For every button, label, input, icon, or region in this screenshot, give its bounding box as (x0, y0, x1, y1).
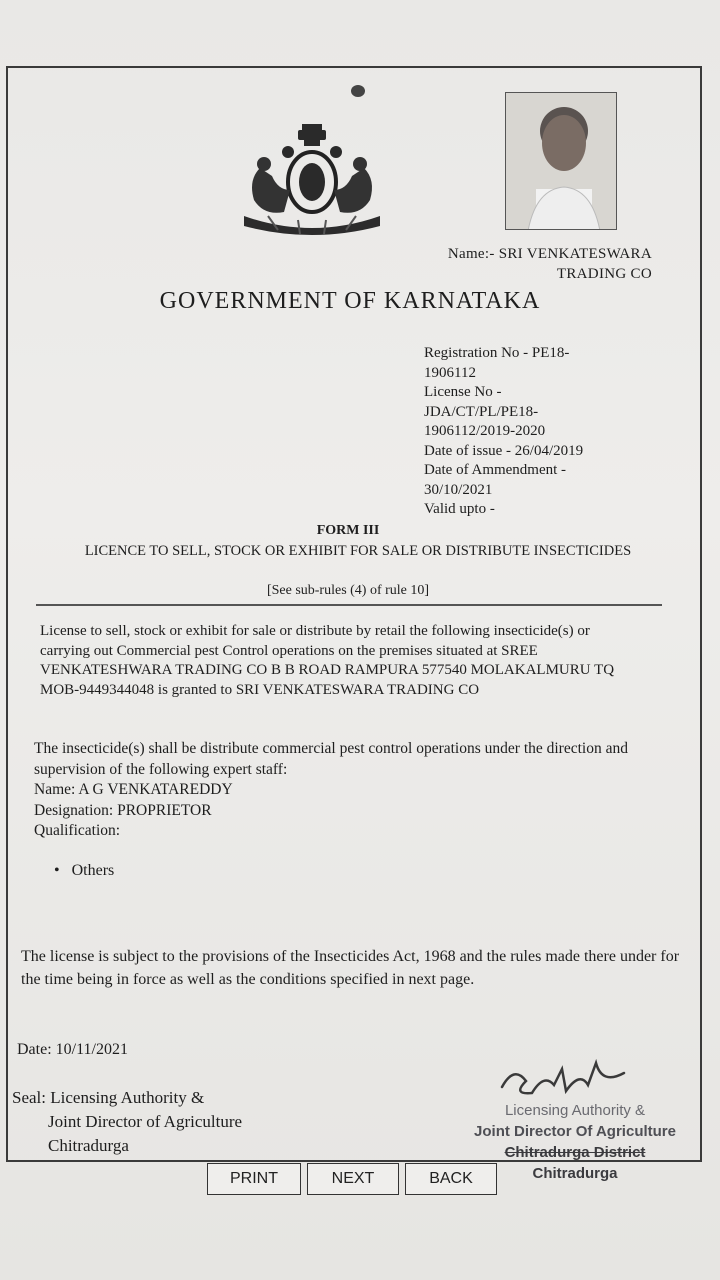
action-buttons (207, 1163, 497, 1197)
reg-line: Valid upto - (424, 501, 495, 517)
reg-line: License No - (424, 384, 502, 400)
registration-details (424, 344, 624, 520)
signature-icon (492, 1055, 642, 1105)
pin-hole (351, 85, 365, 97)
applicant-photo (505, 92, 617, 230)
seal-block (12, 1086, 242, 1158)
license-conditions-paragraph: The license is subject to the provisions of the Insecticides Act, 1968 and the rules made there under for the time being in force as well as the conditions specified in next page. (21, 948, 680, 988)
karnataka-emblem-icon (238, 120, 386, 238)
issue-date: Date: 10/11/2021 (17, 1041, 128, 1058)
reg-line: Date of Ammendment - (424, 462, 567, 478)
form-subtitle: LICENCE TO SELL, STOCK OR EXHIBIT FOR SALE OR DISTRIBUTE INSECTICIDES (84, 543, 632, 559)
expert-intro: The insecticide(s) shall be distribute commercial pest control operations under the direction and supervision of the following expert staff: (34, 740, 628, 778)
reg-line: 1906112 (424, 364, 476, 381)
reg-line: Registration No - PE18- (424, 345, 570, 361)
name-line-2: TRADING CO (556, 266, 652, 282)
seal-line-1: Seal: Licensing Authority & (12, 1088, 205, 1107)
divider (36, 604, 662, 606)
stamp-line-3: Chitradurga District (504, 1144, 646, 1161)
licensee-name (352, 244, 652, 284)
qualification-item: • Others (54, 862, 114, 880)
expert-name: Name: A G VENKATAREDDY (34, 781, 233, 798)
form-rule: [See sub-rules (4) of rule 10] (266, 583, 430, 598)
license-grant-paragraph: License to sell, stock or exhibit for sale or distribute by retail the following insecticide(s) or carrying out Commercial pest Control operations on the premises situated at SREE VENKATESHWARA TRADING CO B B ROAD RAMPURA 577540 MOLAKALMURU TQ MOB-9449344048 is granted to SRI VENKATESWARA TRADING CO (40, 623, 615, 698)
expert-qualification: Qualification: (34, 822, 121, 839)
reg-line: JDA/CT/PL/PE18- (424, 403, 539, 420)
stamp-line-4: Chitradurga (532, 1165, 618, 1182)
expert-designation: Designation: PROPRIETOR (34, 801, 212, 819)
government-title: GOVERNMENT OF KARNATAKA (159, 288, 541, 314)
expert-staff-section (34, 739, 654, 842)
seal-line-2: Joint Director of Agriculture (48, 1112, 243, 1131)
reg-line: 30/10/2021 (424, 481, 493, 498)
reg-line: Date of issue - 26/04/2019 (424, 442, 584, 459)
name-line-1: Name:- SRI VENKATESWARA (447, 246, 652, 262)
stamp-line-1: Licensing Authority & (504, 1102, 646, 1119)
print-button[interactable]: PRINT (207, 1163, 301, 1195)
reg-line: 1906112/2019-2020 (424, 423, 546, 439)
stamp-line-2: Joint Director Of Agriculture (474, 1123, 676, 1140)
back-button[interactable]: BACK (405, 1163, 497, 1195)
next-button[interactable]: NEXT (307, 1163, 399, 1195)
seal-line-3: Chitradurga (48, 1136, 129, 1155)
form-title: FORM III (316, 523, 380, 538)
